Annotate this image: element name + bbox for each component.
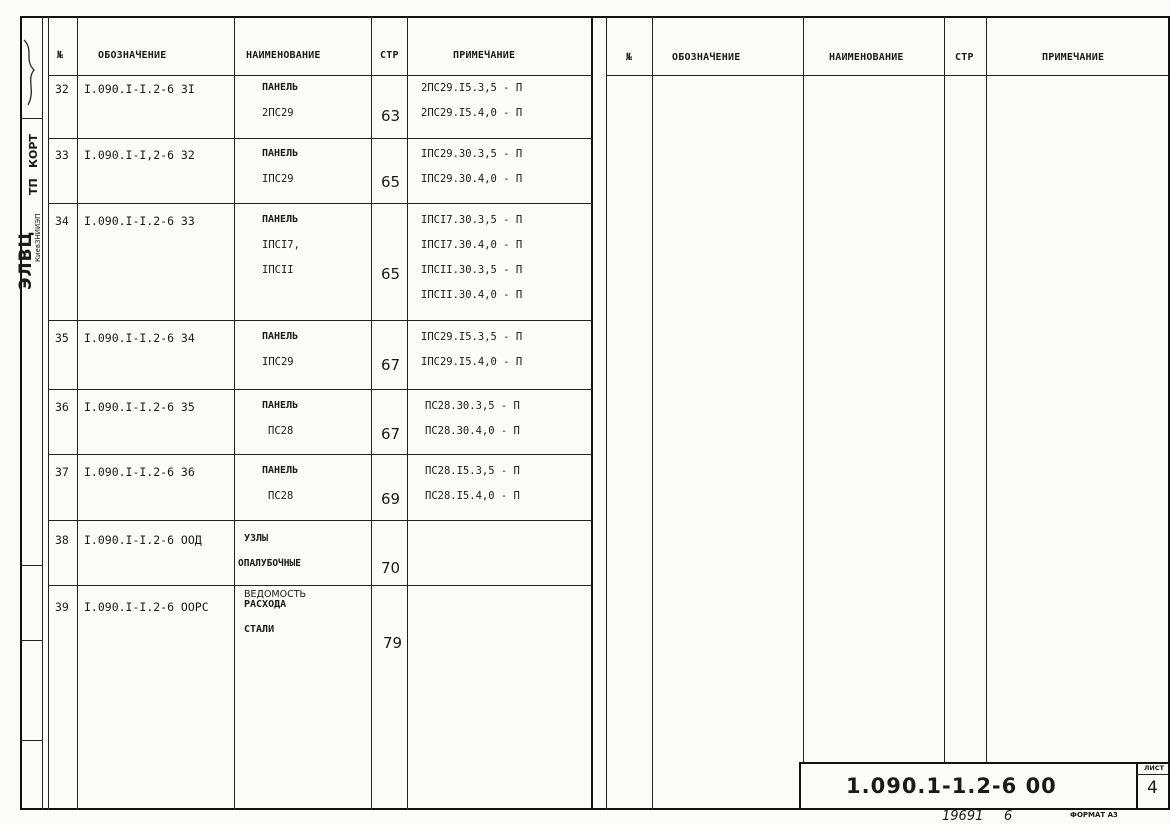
frame-bottom	[20, 808, 1170, 810]
side-stamp-org: ЭЛВЦ	[16, 230, 36, 290]
col-name-header: НАИМЕНОВАНИЕ	[246, 50, 321, 61]
side-stamp-korp: КОРТ	[27, 134, 40, 168]
col-num-header: №	[57, 50, 64, 61]
inventory-sub: 6	[1004, 809, 1013, 824]
frame-right	[1168, 16, 1170, 810]
document-page: ЭЛВЦ КиевЗНИИЭП ТП КОРТ № ОБОЗНАЧЕНИЕ НАИМЕНОВАНИЕ СТР ПРИМЕЧАНИЕ 32 I.090.I-I.2-6 3I ПАНЕЛЬ 2ПС29 63 2ПС29.I5.3,5 - П 2ПС29.I5.4,0 - П 33 I.090.I-I,2-6 32 ПАНЕЛЬ IПС29 65 IПС29.30.3,5 - П IПС29.30.4,0 - П 34 I.090.I-I.2-6 33 ПАНЕЛЬ IПСI7, IПСII 65 IПСI7.30.3,5 - П IПСI7.30.4,0 - П IПСII.30.3,5 - П IПСII.30.4,0 - П 35 I.090.I-I.2-6 34 ПАНЕЛЬ IПС29 67 IПС29.I5.3,5 - П IПС29.I5.4,0 - П 36 I.090.I-I.2-6 35 ПАНЕЛЬ ПС28 67 ПС28.30.3,5 - П ПС28.30.4,0 - П 37 I.090.I-I.2-6 36 ПАНЕЛЬ ПС28 69 ПС28.I5.3,5 - П ПС28.I5.4,0 - П 38 I.090.I-I.2-6 ООД УЗЛЫ ОПАЛУБОЧНЫЕ 70 39 I.090.I-I.2-6 ООРС ВЕДОМОСТЬ РАСХОДА СТАЛИ 79 № ОБОЗНАЧЕНИЕ НАИМЕНОВАНИЕ СТР ПРИМЕЧАНИЕ 1.090.1-1.2-6 00 ЛИСТ 4 19691 6 ФОРМАТ А3	[0, 0, 1171, 822]
frame-left	[20, 16, 22, 810]
side-stamp-tp: ТП	[27, 178, 40, 195]
right-col-page-header: СТР	[955, 52, 974, 63]
right-col-name-header: НАИМЕНОВАНИЕ	[829, 52, 904, 63]
document-code: 1.090.1-1.2-6 00	[846, 774, 1057, 798]
col-page-header: СТР	[380, 50, 399, 61]
format-label: ФОРМАТ А3	[1070, 811, 1118, 819]
col-designation-header: ОБОЗНАЧЕНИЕ	[98, 50, 167, 61]
col-note-header: ПРИМЕЧАНИЕ	[453, 50, 516, 61]
right-col-num-header: №	[626, 52, 633, 63]
signature-mark	[20, 30, 42, 120]
right-col-note-header: ПРИМЕЧАНИЕ	[1042, 52, 1105, 63]
binding-strip-line	[42, 16, 43, 810]
right-col-designation-header: ОБОЗНАЧЕНИЕ	[672, 52, 741, 63]
side-stamp-org-sub: КиевЗНИИЭП	[34, 213, 42, 262]
frame-top	[20, 16, 1170, 18]
inventory-number: 19691	[942, 809, 984, 824]
sheet-label: ЛИСТ	[1144, 764, 1165, 772]
sheet-number: 4	[1147, 778, 1158, 798]
